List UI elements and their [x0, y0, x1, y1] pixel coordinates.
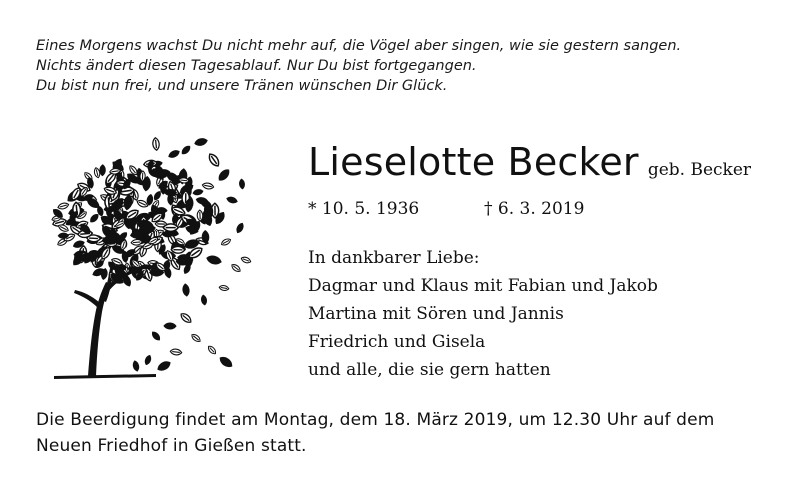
- deceased-name: Lieselotte Becker: [308, 140, 639, 184]
- tree-foliage: [51, 137, 251, 372]
- poem-line: Nichts ändert diesen Tagesablauf. Nur Du bist fortgegangen.: [36, 58, 477, 74]
- poem: [36, 36, 776, 96]
- life-dates: [308, 199, 668, 219]
- birth-date: * 10. 5. 1936: [308, 199, 420, 219]
- mourners-intro: In dankbarer Liebe:: [308, 248, 480, 268]
- mourner-line: Martina mit Sören und Jannis: [308, 304, 564, 324]
- mourner-line: und alle, die sie gern hatten: [308, 360, 551, 380]
- mourner-line: Friedrich und Gisela: [308, 332, 486, 352]
- windblown-tree-icon: [36, 130, 258, 382]
- birth-name: geb. Becker: [647, 160, 752, 180]
- mourners: [308, 244, 658, 384]
- funeral-info: [36, 407, 776, 459]
- death-date: † 6. 3. 2019: [484, 199, 585, 219]
- mourner-line: Dagmar und Klaus mit Fabian und Jakob: [308, 276, 658, 296]
- deceased-name-row: [308, 140, 751, 184]
- funeral-line: Die Beerdigung findet am Montag, dem 18. März 2019, um 12.30 Uhr auf dem: [36, 410, 715, 430]
- poem-line: Du bist nun frei, und unsere Tränen wünschen Dir Glück.: [36, 78, 448, 94]
- funeral-line: Neuen Friedhof in Gießen statt.: [36, 436, 307, 456]
- poem-line: Eines Morgens wachst Du nicht mehr auf, die Vögel aber singen, wie sie gestern sangen.: [36, 38, 682, 54]
